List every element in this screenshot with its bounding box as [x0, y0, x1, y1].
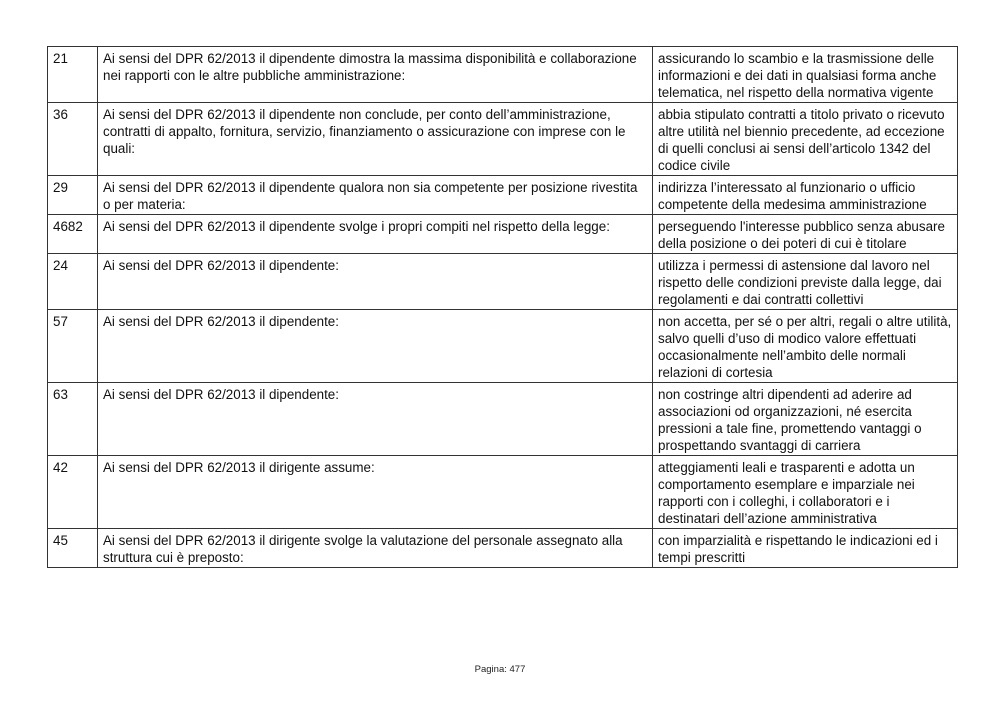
table-row — [48, 383, 958, 456]
question-text: Ai sensi del DPR 62/2013 il dirigente svolge la valutazione del personale assegnato alla struttura cui è preposto: — [98, 529, 653, 568]
table-row — [48, 254, 958, 310]
question-text: Ai sensi del DPR 62/2013 il dipendente: — [98, 310, 653, 383]
answer-text: indirizza l’interessato al funzionario o ufficio competente della medesima amministrazione — [653, 176, 958, 215]
questions-table — [47, 46, 958, 568]
answer-text: con imparzialità e rispettando le indicazioni ed i tempi prescritti — [653, 529, 958, 568]
question-text: Ai sensi del DPR 62/2013 il dipendente non conclude, per conto dell’amministrazione, contratti di appalto, fornitura, servizio, finanziamento o assicurazione con imprese con le quali: — [98, 103, 653, 176]
question-text: Ai sensi del DPR 62/2013 il dipendente svolge i propri compiti nel rispetto della legge: — [98, 215, 653, 254]
table-row — [48, 529, 958, 568]
question-number: 21 — [48, 47, 98, 103]
question-text: Ai sensi del DPR 62/2013 il dipendente: — [98, 254, 653, 310]
question-number: 36 — [48, 103, 98, 176]
question-number: 24 — [48, 254, 98, 310]
page-number: Pagina: 477 — [474, 664, 526, 675]
answer-text: atteggiamenti leali e trasparenti e adotta un comportamento esemplare e imparziale nei rapporti con i colleghi, i collaboratori e i destinatari dell’azione amministrativa — [653, 456, 958, 529]
table-row — [48, 310, 958, 383]
question-text: Ai sensi del DPR 62/2013 il dirigente assume: — [98, 456, 653, 529]
table-row — [48, 456, 958, 529]
question-number: 4682 — [48, 215, 98, 254]
question-text: Ai sensi del DPR 62/2013 il dipendente qualora non sia competente per posizione rivestita o per materia: — [98, 176, 653, 215]
question-text: Ai sensi del DPR 62/2013 il dipendente: — [98, 383, 653, 456]
answer-text: perseguendo l'interesse pubblico senza abusare della posizione o dei poteri di cui è titolare — [653, 215, 958, 254]
question-number: 63 — [48, 383, 98, 456]
table-row — [48, 176, 958, 215]
answer-text: abbia stipulato contratti a titolo privato o ricevuto altre utilità nel biennio precedente, ad eccezione di quelli conclusi ai sensi dell’articolo 1342 del codice civile — [653, 103, 958, 176]
question-number: 57 — [48, 310, 98, 383]
answer-text: non accetta, per sé o per altri, regali o altre utilità, salvo quelli d’uso di modico valore effettuati occasionalmente nell’ambito delle normali relazioni di cortesia — [653, 310, 958, 383]
table-row — [48, 47, 958, 103]
question-number: 42 — [48, 456, 98, 529]
table-row — [48, 103, 958, 176]
question-number: 45 — [48, 529, 98, 568]
answer-text: assicurando lo scambio e la trasmissione delle informazioni e dei dati in qualsiasi forma anche telematica, nel rispetto della normativa vigente — [653, 47, 958, 103]
question-number: 29 — [48, 176, 98, 215]
question-text: Ai sensi del DPR 62/2013 il dipendente dimostra la massima disponibilità e collaborazione nei rapporti con le altre pubbliche amministrazione: — [98, 47, 653, 103]
answer-text: utilizza i permessi di astensione dal lavoro nel rispetto delle condizioni previste dalla legge, dai regolamenti e dai contratti collettivi — [653, 254, 958, 310]
table-row — [48, 215, 958, 254]
answer-text: non costringe altri dipendenti ad aderire ad associazioni od organizzazioni, né esercita pressioni a tale fine, promettendo vantaggi o prospettando svantaggi di carriera — [653, 383, 958, 456]
